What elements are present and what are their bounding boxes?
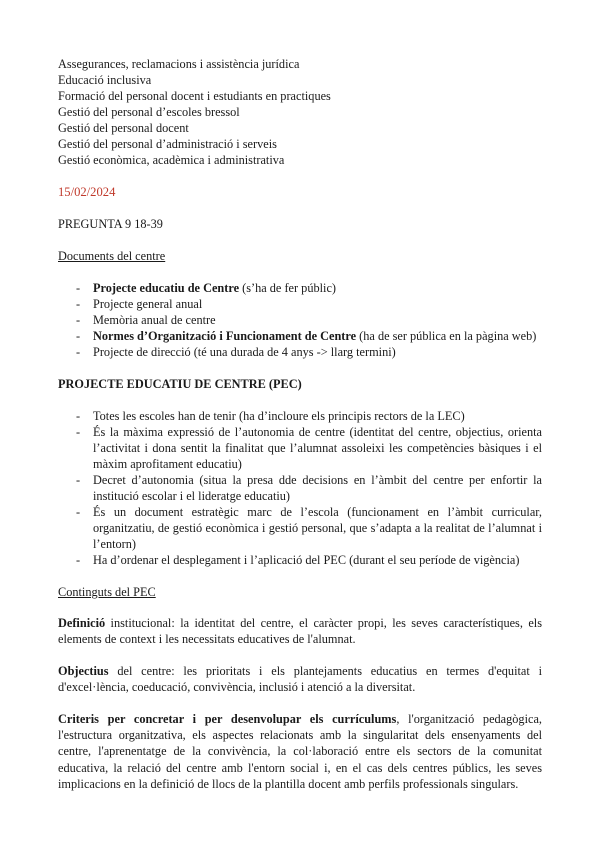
list-item: - És un document estratègic marc de l’escola (funcionament en l’àmbit curricular, organitzatiu, de gestió econòmica i gestió personal, que s’adapta a la realitat de l’alumnat i l’entorn) xyxy=(76,505,542,551)
top-list-item: Assegurances, reclamacions i assistència jurídica xyxy=(58,57,300,71)
para-bold: Criteris per concretar i per desenvolupar els currículums xyxy=(58,712,397,726)
list-item: - És la màxima expressió de l’autonomia de centre (identitat del centre, objectius, orienta l’activitat i dona sentit la finalitat que l’alumnat assoleixi les competències bàsiques i el màxim aprofitament educatiu) xyxy=(76,425,542,471)
list-item: - Projecte educatiu de Centre (s’ha de fer públic) xyxy=(76,281,337,295)
top-list-item: Gestió del personal docent xyxy=(58,121,189,135)
list-item: - Projecte de direcció (té una durada de 4 anys -> llarg termini) xyxy=(76,345,396,359)
item-text: Totes les escoles han de tenir (ha d’incloure els principis rectors de la LEC) xyxy=(93,409,465,423)
list-item: - Memòria anual de centre xyxy=(76,313,216,327)
top-list-item: Educació inclusiva xyxy=(58,73,152,87)
top-list-item: Gestió del personal d’escoles bressol xyxy=(58,105,240,119)
pec-points-list xyxy=(58,408,542,568)
item-text: Projecte de direcció (té una durada de 4 anys -> llarg termini) xyxy=(93,345,396,359)
item-bold: Projecte educatiu de Centre xyxy=(93,281,240,295)
paragraph-objectius xyxy=(58,663,542,695)
list-item: - Projecte general anual xyxy=(76,297,203,311)
date-text: 15/02/2024 xyxy=(58,185,116,199)
item-text: (s’ha de fer públic) xyxy=(239,281,337,295)
list-item: - Ha d’ordenar el desplegament i l’aplicació del PEC (durant el seu període de vigència) xyxy=(76,553,520,567)
para-bold: Objectius xyxy=(58,664,109,678)
top-list xyxy=(58,56,542,168)
question-title: PREGUNTA 9 18-39 xyxy=(58,217,163,231)
item-bold: Normes d’Organització i Funcionament de Centre xyxy=(93,329,357,343)
item-text: Ha d’ordenar el desplegament i l’aplicació del PEC (durant el seu període de vigència) xyxy=(93,553,520,567)
pec-heading: PROJECTE EDUCATIU DE CENTRE (PEC) xyxy=(58,377,302,391)
item-text: És la màxima expressió de l’autonomia de centre (identitat del centre, objectius, orienta l’activitat i dona sentit la finalitat que l’alumnat assoleixi les competències bàsiques i el màxim aprofitament educatiu) xyxy=(93,425,542,471)
list-item: - Decret d’autonomia (situa la presa dde decisions en l’àmbit del centre per enfortir la institució escolar i el lideratge educatiu) xyxy=(76,473,542,503)
item-text: Decret d’autonomia (situa la presa dde decisions en l’àmbit del centre per enfortir la institució escolar i el lideratge educatiu) xyxy=(93,473,542,503)
item-text: (ha de ser pública en la pàgina web) xyxy=(356,329,537,343)
top-list-item: Gestió econòmica, acadèmica i administrativa xyxy=(58,153,285,167)
documents-list xyxy=(58,280,542,360)
continguts-heading: Continguts del PEC xyxy=(58,585,156,599)
item-text: Memòria anual de centre xyxy=(93,313,216,327)
documents-heading: Documents del centre xyxy=(58,249,166,263)
para-text: institucional: la identitat del centre, el caràcter propi, les seves característiques, els elements de context i les necessitats educatives de l'alumnat. xyxy=(58,616,542,647)
paragraph-criteris xyxy=(58,711,542,792)
list-item: - Normes d’Organització i Funcionament de Centre (ha de ser pública en la pàgina web) xyxy=(76,329,537,343)
item-text: Projecte general anual xyxy=(93,297,203,311)
list-item: - Totes les escoles han de tenir (ha d’incloure els principis rectors de la LEC) xyxy=(76,409,465,423)
para-text: , l'organització pedagògica, l'estructura organitzativa, els aspectes relacionats amb la singularitat dels ensenyaments del centre, l'aprenentatge de la convivència, la col·laboració entre els sectors de la comunitat educativa, la relació del centre amb l'entorn social i, en el cas dels centres públics, les seves implicacions en la definició de llocs de la plantilla docent amb perfils professionals singulars. xyxy=(58,712,542,791)
item-text: És un document estratègic marc de l’escola (funcionament en l’àmbit curricular, organitzatiu, de gestió econòmica i gestió personal, que s’adapta a la realitat de l’alumnat i l’entorn) xyxy=(93,505,542,551)
paragraph-definicio xyxy=(58,615,542,647)
para-bold: Definició xyxy=(58,616,106,630)
para-text: del centre: les prioritats i els plantejaments educatius en termes d'equitat i d'excel·lència, coeducació, convivència, inclusió i atenció a la diversitat. xyxy=(58,664,542,695)
top-list-item: Gestió del personal d’administració i serveis xyxy=(58,137,277,151)
top-list-item: Formació del personal docent i estudiants en practiques xyxy=(58,89,331,103)
